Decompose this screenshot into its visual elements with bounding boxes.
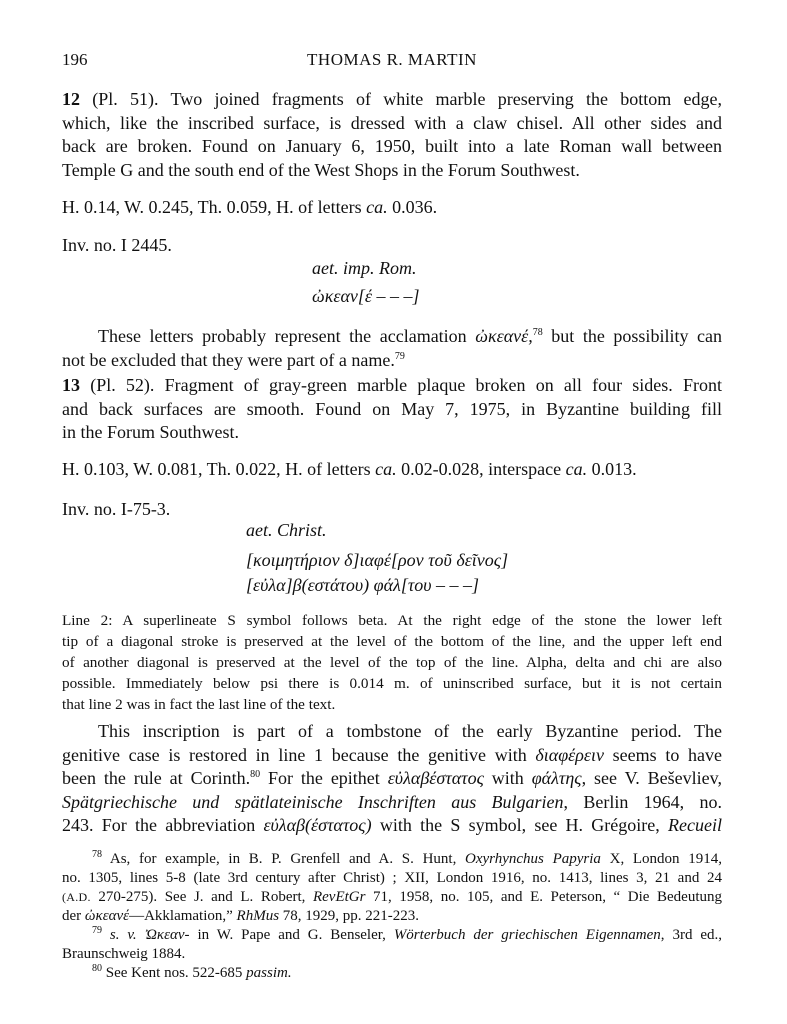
text-span: with <box>483 768 532 788</box>
text-span: 71, 1958, no. 105, and E. Peterson, “ Die Bedeutung <box>365 889 722 905</box>
entry-13-number: 13 <box>62 375 80 395</box>
entry-12-intro-line <box>62 88 722 112</box>
text-span: (Pl. 52). Fragment of gray-green marble plaque broken on all four sides. Front <box>90 375 722 395</box>
text-span: —Akklamation,” <box>129 908 237 924</box>
text-span: , Berlin 1964, no. <box>563 791 722 812</box>
text-span: For the epithet <box>260 768 388 788</box>
footnote-ref-78: 78 <box>532 327 543 338</box>
text-span: Wörterbuch der griechischen Eigennamen <box>393 927 661 943</box>
entry-13-intro <box>62 374 722 445</box>
text-span: X, London 1914, <box>600 851 722 867</box>
text-span: that line 2 was in fact the last line of the text. <box>62 696 336 713</box>
text-span: Braunschweig 1884. <box>62 946 186 962</box>
text-span: These letters probably represent the acclamation <box>98 326 476 346</box>
text-span: RhMus <box>236 908 280 924</box>
text-span: φάλτης <box>531 768 582 788</box>
text-span: der <box>62 908 85 924</box>
text-span: Recueil <box>668 815 722 835</box>
text-span: genitive case is restored in line 1 because the genitive with <box>62 744 536 765</box>
text-span: ca. <box>375 459 397 479</box>
cited-title: Spätgriechische und spätlateinische Inschriften aus Bulgarien <box>62 791 564 812</box>
entry-12-date-label: aet. imp. Rom. <box>312 258 417 278</box>
text-span: 0.036. <box>387 197 438 217</box>
entry-13-epigraphic-note <box>62 610 722 715</box>
text-span: , 3rd ed., <box>660 927 723 943</box>
entry-12-number: 12 <box>62 89 80 109</box>
text-span: passim. <box>246 965 292 981</box>
text-span: ca. <box>366 197 388 217</box>
text-span: 78, 1929, pp. 221-223. <box>279 908 420 924</box>
text-span: διαφέρειν <box>535 744 604 765</box>
text-span: ὠκεανέ <box>84 908 130 924</box>
text-span: This inscription is part of a tombstone of the early Byzantine period. The <box>98 721 722 741</box>
entry-13-dimensions <box>62 458 722 482</box>
text-span: been the rule at Corinth. <box>62 768 251 788</box>
entry-13-inscription-line-1: [κοιμητήριον δ]ιαφέ[ρον τοῦ δεῖνος] <box>246 550 509 570</box>
entry-12-intro-line: Temple G and the south end of the West Shops in the Forum Southwest. <box>62 159 580 180</box>
footnote-80 <box>62 964 722 983</box>
text-span: in the Forum Southwest. <box>62 422 240 442</box>
text-span: (Pl. 51). Two joined fragments of white marble preserving the bottom edge, <box>92 89 723 109</box>
footnote-78 <box>62 850 722 926</box>
footnote-ref-79: 79 <box>394 350 405 362</box>
text-span: seems to have <box>603 744 723 765</box>
text-span: of another diagonal is preserved at the level of the top of the line. Alpha, delta and chi are also <box>62 654 722 671</box>
text-span: As, for example, in B. P. Grenfell and A. S. Hunt, <box>102 851 466 867</box>
footnote-ref-80: 80 <box>250 769 261 780</box>
entry-13-inscription-line-2: [εὐλα]β(εστάτου) φάλ[του – – –] <box>246 575 480 595</box>
text-span: and back surfaces are smooth. Found on May 7, 1975, in Byzantine building fill <box>62 398 722 419</box>
text-span: H. 0.103, W. 0.081, Th. 0.022, H. of letters <box>62 459 376 479</box>
text-span: 243. For the abbreviation <box>62 815 264 835</box>
text-span: 80 <box>92 963 102 974</box>
running-title: THOMAS R. MARTIN <box>307 50 477 69</box>
running-header <box>62 50 722 72</box>
text-span: εὐλαβέστατος <box>387 768 484 788</box>
text-span: in W. Pape and G. Benseler, <box>189 927 394 943</box>
text-span: RevEtGr <box>312 889 366 905</box>
text-span: ca. <box>565 459 588 479</box>
entry-12-inventory: Inv. no. I 2445. <box>62 235 172 255</box>
text-span: , see V. Beševliev, <box>581 768 722 788</box>
text-span: 270-275). See J. and L. Robert, <box>90 889 313 905</box>
text-span: tip of a diagonal stroke is preserved at the level of the bottom of the line, and the upper left end <box>62 633 722 650</box>
entry-13-inventory: Inv. no. I-75-3. <box>62 499 171 519</box>
text-span: See Kent nos. 522-685 <box>102 965 247 981</box>
text-span: s. v. <box>102 927 137 943</box>
entry-12-comment <box>62 325 722 372</box>
entry-13-discussion <box>62 720 722 838</box>
text-span: Ὠκεαν- <box>136 927 190 943</box>
text-span: 0.013. <box>587 459 637 479</box>
entry-12-intro <box>62 88 722 182</box>
text-span: with the S symbol, see H. Grégoire, <box>371 815 669 835</box>
text-span: but the possibility can <box>542 326 722 346</box>
text-span: Oxyrhynchus Papyria <box>465 851 601 867</box>
entry-12-intro-line: back are broken. Found on January 6, 1950, built into a late Roman wall between <box>62 136 722 156</box>
text-span: H. 0.14, W. 0.245, Th. 0.059, H. of letters <box>62 197 367 217</box>
page-number: 196 <box>62 50 88 69</box>
text-span: (A.D. <box>62 890 91 904</box>
footnote-79 <box>62 926 722 964</box>
text-span: no. 1305, lines 5-8 (late 3rd century after Christ) ; XII, London 1916, no. 1413, lines 3, 21 and 24 <box>62 870 722 886</box>
text-span: εὐλαβ(έστατος) <box>263 815 372 835</box>
greek-acclamation: ὠκεανέ, <box>475 326 533 346</box>
text-span: 78 <box>92 849 102 860</box>
entry-13-date-label: aet. Christ. <box>246 520 327 540</box>
text-span: not be excluded that they were part of a name. <box>62 349 395 370</box>
text-span: 79 <box>92 925 102 936</box>
text-span: possible. Immediately below psi there is 0.014 m. of uninscribed surface, but it is not certain <box>62 675 722 692</box>
entry-12-inscription-text: ὠκεαν[έ – – –] <box>312 286 420 306</box>
entry-12-intro-line: which, like the inscribed surface, is dressed with a claw chisel. All other sides and <box>62 112 722 133</box>
entry-12-dimensions <box>62 196 722 220</box>
text-span: 0.02-0.028, interspace <box>396 459 566 479</box>
text-span: Line 2: A superlineate S symbol follows beta. At the right edge of the stone the lower left <box>62 612 722 629</box>
